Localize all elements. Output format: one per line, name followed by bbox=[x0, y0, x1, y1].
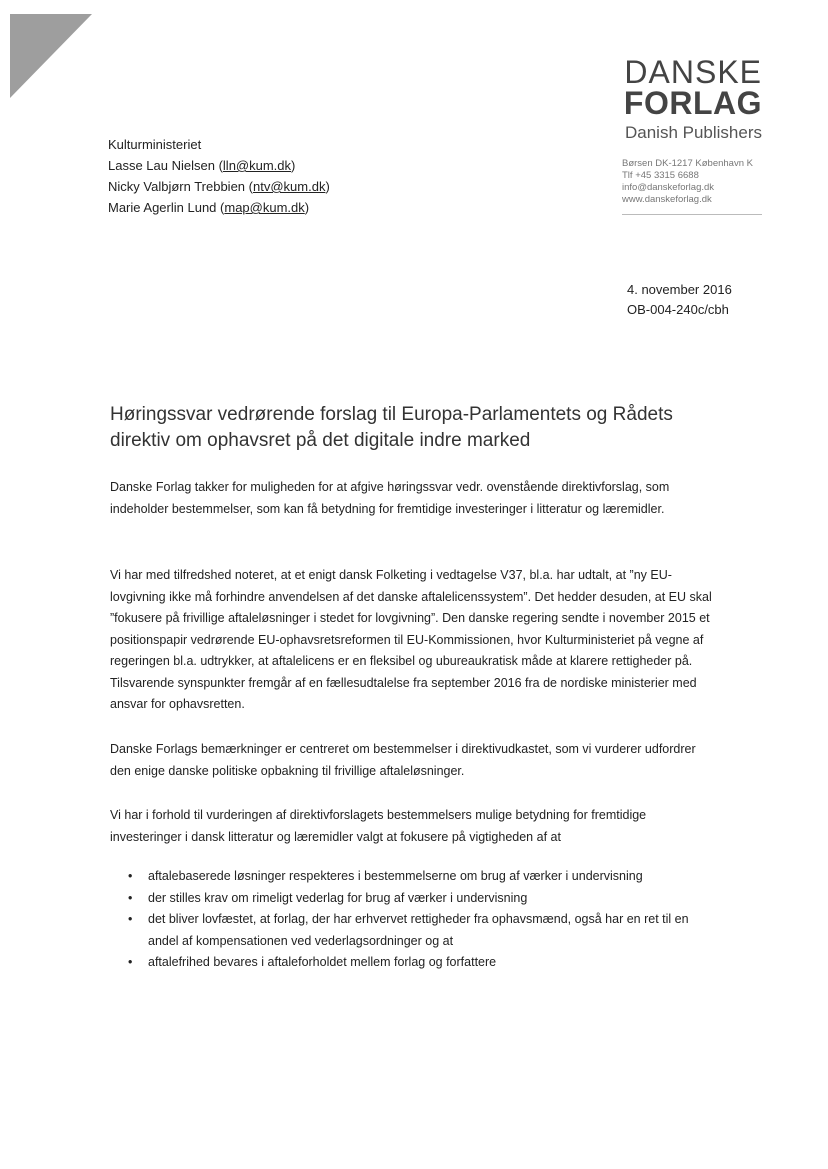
logo-line-danske: DANSKE bbox=[624, 54, 762, 90]
list-item bbox=[110, 952, 710, 974]
page-corner-fold bbox=[10, 14, 92, 98]
body-paragraph: Danske Forlags bemærkninger er centreret om bestemmelser i direktivudkastet, som vi vurderer udfordrer den enige danske politiske opbakning til frivillige aftaleløsninger. bbox=[110, 742, 696, 778]
recipient-line: Marie Agerlin Lund (map@kum.dk) bbox=[108, 200, 310, 215]
list-item-text: aftalefrihed bevares i aftaleforholdet mellem forlag og forfattere bbox=[148, 955, 497, 969]
sender-email: info@danskeforlag.dk bbox=[622, 182, 715, 193]
logo-line-forlag: FORLAG bbox=[623, 85, 762, 121]
bullet-dot: • bbox=[128, 890, 133, 905]
list-item bbox=[110, 909, 710, 952]
date-reference-block bbox=[627, 280, 732, 320]
body-paragraph: Vi har med tilfredshed noteret, at et enigt dansk Folketing i vedtagelse V37, bl.a. har udtalt, at ”ny EU-lovgivning ikke må forhindre anvendelsen af det danske aftalelicenssystem”. Det hedder desuden, at EU skal ”fokusere på frivillige aftaleløsninger i stedet for lovgivning”. Den danske regering sendte i november 2015 et positionspapir vedrørende EU-ophavsretsreformen til EU-Kommissionen, hvor Kulturministeriet på vegne af regeringen bl.a. udtrykker, at aftalelicens er en fleksibel og ubureaukratisk måde at klarere rettigheder på. Tilsvarende synspunkter fremgår af en fællesudtalelse fra september 2016 fra de nordiske ministerier med ansvar for ophavsretten. bbox=[110, 568, 712, 711]
recipient-name: Nicky Valbjørn Trebbien bbox=[108, 179, 246, 194]
letter-title: Høringssvar vedrørende forslag til Europa-Parlamentets og Rådets direktiv om ophavsret på det digitale indre marked bbox=[110, 404, 673, 451]
bullet-dot: • bbox=[128, 955, 133, 969]
focus-points-list bbox=[110, 866, 710, 974]
recipient-email-link[interactable]: map@kum.dk bbox=[224, 200, 305, 215]
recipient-email-link[interactable]: lln@kum.dk bbox=[222, 158, 292, 173]
recipient-name: Lasse Lau Nielsen bbox=[108, 158, 215, 173]
recipient-email-link[interactable]: ntv@kum.dk bbox=[253, 179, 326, 194]
contact-divider bbox=[622, 214, 762, 215]
body-paragraph: Danske Forlag takker for muligheden for at afgive høringssvar vedr. ovenstående direktivforslag, som indeholder bestemmelser, som kan få betydning for fremtidige investeringer i litteratur og læremidler. bbox=[110, 480, 670, 516]
bullet-dot: • bbox=[128, 912, 133, 926]
danske-forlag-logo bbox=[620, 56, 762, 146]
recipient-name: Marie Agerlin Lund bbox=[108, 200, 217, 215]
sender-phone: Tlf +45 3315 6688 bbox=[622, 170, 699, 181]
logo-line-danish-publishers: Danish Publishers bbox=[624, 123, 762, 142]
body-paragraph: Vi har i forhold til vurderingen af direktivforslagets bestemmelsers mulige betydning for fremtidige investeringer i dansk litteratur og læremidler valgt at fokusere på vigtigheden af at bbox=[110, 808, 647, 844]
list-item-text: det bliver lovfæstet, at forlag, der har erhvervet rettigheder fra ophavsmænd, også har en ret til en andel af kompensationen ved vederlagsordninger og at bbox=[148, 912, 689, 948]
list-item bbox=[110, 866, 710, 888]
letter-date: 4. november 2016 bbox=[627, 282, 732, 297]
recipient-line: Lasse Lau Nielsen (lln@kum.dk) bbox=[108, 158, 296, 173]
letter-reference: OB-004-240c/cbh bbox=[627, 302, 729, 317]
sender-contact-block bbox=[622, 158, 762, 215]
sender-website: www.danskeforlag.dk bbox=[622, 194, 712, 205]
recipient-block bbox=[108, 134, 330, 218]
list-item-text: aftalebaserede løsninger respekteres i bestemmelserne om brug af værker i undervisning bbox=[148, 869, 643, 883]
list-item-text: der stilles krav om rimeligt vederlag for brug af værker i undervisning bbox=[148, 890, 528, 905]
sender-address: Børsen DK-1217 København K bbox=[622, 158, 753, 169]
list-item bbox=[110, 888, 710, 910]
recipient-org: Kulturministeriet bbox=[108, 137, 202, 152]
recipient-line: Nicky Valbjørn Trebbien (ntv@kum.dk) bbox=[108, 179, 330, 194]
bullet-dot: • bbox=[128, 869, 133, 883]
